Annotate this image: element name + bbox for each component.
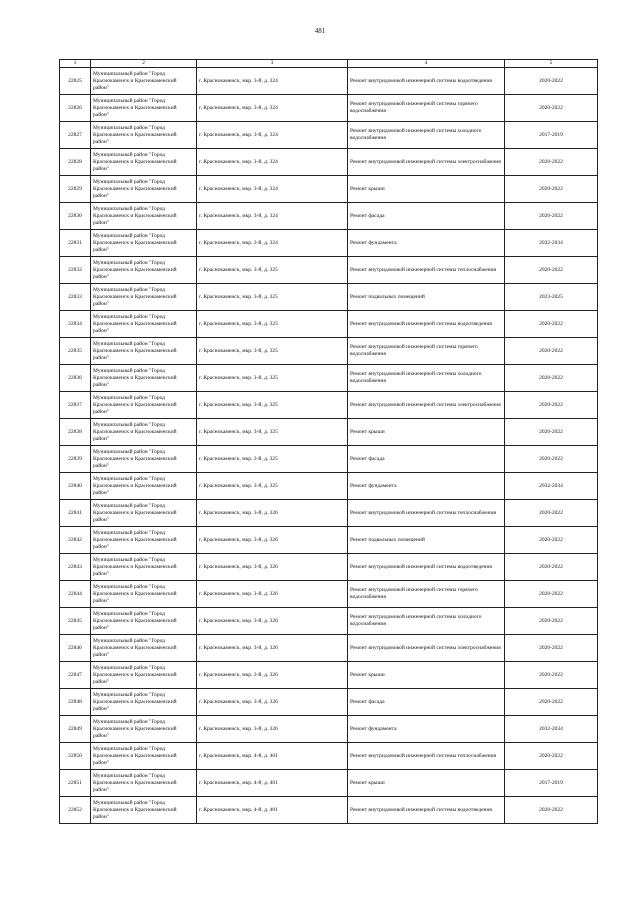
municipality-cell: Муниципальный район "Город Краснокаменск и Краснокаменский район" xyxy=(91,122,197,149)
row-number: 22845 xyxy=(60,608,91,635)
page-number: 481 xyxy=(314,27,326,35)
row-number: 22846 xyxy=(60,635,91,662)
registry-table xyxy=(59,59,598,824)
municipality-cell: Муниципальный район "Город Краснокаменск и Краснокаменский район" xyxy=(91,689,197,716)
period-cell: 2032-2034 xyxy=(505,716,598,743)
table-row xyxy=(60,338,598,365)
period-cell: 2020-2022 xyxy=(505,635,598,662)
address-cell: г. Краснокаменск, мкр. 4-й, д. 401 xyxy=(197,743,348,770)
table-row xyxy=(60,662,598,689)
municipality-cell: Муниципальный район "Город Краснокаменск и Краснокаменский район" xyxy=(91,95,197,122)
period-cell: 2020-2022 xyxy=(505,365,598,392)
municipality-cell: Муниципальный район "Город Краснокаменск и Краснокаменский район" xyxy=(91,473,197,500)
column-header-4: 4 xyxy=(348,60,505,68)
address-cell: г. Краснокаменск, мкр. 3-й, д. 325 xyxy=(197,311,348,338)
address-cell: г. Краснокаменск, мкр. 3-й, д. 325 xyxy=(197,473,348,500)
work-type-cell: Ремонт фасада xyxy=(348,203,505,230)
work-type-cell: Ремонт крыши xyxy=(348,176,505,203)
period-cell: 2032-2034 xyxy=(505,473,598,500)
table-row xyxy=(60,365,598,392)
column-header-2: 2 xyxy=(91,60,197,68)
work-type-cell: Ремонт внутридомовой инженерной системы электроснабжения xyxy=(348,635,505,662)
row-number: 22831 xyxy=(60,230,91,257)
municipality-cell: Муниципальный район "Город Краснокаменск и Краснокаменский район" xyxy=(91,419,197,446)
table-row xyxy=(60,581,598,608)
work-type-cell: Ремонт внутридомовой инженерной системы водоотведения xyxy=(348,311,505,338)
period-cell: 2017-2019 xyxy=(505,122,598,149)
period-cell: 2020-2022 xyxy=(505,662,598,689)
municipality-cell: Муниципальный район "Город Краснокаменск и Краснокаменский район" xyxy=(91,743,197,770)
table-row xyxy=(60,311,598,338)
address-cell: г. Краснокаменск, мкр. 3-й, д. 326 xyxy=(197,608,348,635)
row-number: 22848 xyxy=(60,689,91,716)
municipality-cell: Муниципальный район "Город Краснокаменск и Краснокаменский район" xyxy=(91,338,197,365)
table-row xyxy=(60,608,598,635)
period-cell: 2020-2022 xyxy=(505,581,598,608)
row-number: 22825 xyxy=(60,68,91,95)
work-type-cell: Ремонт фундамента xyxy=(348,716,505,743)
period-cell: 2020-2022 xyxy=(505,608,598,635)
municipality-cell: Муниципальный район "Город Краснокаменск и Краснокаменский район" xyxy=(91,770,197,797)
table-row xyxy=(60,392,598,419)
address-cell: г. Краснокаменск, мкр. 3-й, д. 325 xyxy=(197,284,348,311)
work-type-cell: Ремонт подвальных помещений xyxy=(348,527,505,554)
period-cell: 2020-2022 xyxy=(505,176,598,203)
row-number: 22841 xyxy=(60,500,91,527)
address-cell: г. Краснокаменск, мкр. 4-й, д. 401 xyxy=(197,770,348,797)
row-number: 22837 xyxy=(60,392,91,419)
municipality-cell: Муниципальный район "Город Краснокаменск и Краснокаменский район" xyxy=(91,68,197,95)
work-type-cell: Ремонт внутридомовой инженерной системы горячего водоснабжения xyxy=(348,95,505,122)
row-number: 22826 xyxy=(60,95,91,122)
row-number: 22838 xyxy=(60,419,91,446)
work-type-cell: Ремонт внутридомовой инженерной системы горячего водоснабжения xyxy=(348,338,505,365)
table-row xyxy=(60,203,598,230)
municipality-cell: Муниципальный район "Город Краснокаменск и Краснокаменский район" xyxy=(91,608,197,635)
municipality-cell: Муниципальный район "Город Краснокаменск и Краснокаменский район" xyxy=(91,635,197,662)
table-row xyxy=(60,122,598,149)
work-type-cell: Ремонт крыши xyxy=(348,419,505,446)
municipality-cell: Муниципальный район "Город Краснокаменск и Краснокаменский район" xyxy=(91,365,197,392)
column-header-3: 3 xyxy=(197,60,348,68)
row-number: 22842 xyxy=(60,527,91,554)
municipality-cell: Муниципальный район "Город Краснокаменск и Краснокаменский район" xyxy=(91,662,197,689)
table-row xyxy=(60,554,598,581)
row-number: 22852 xyxy=(60,797,91,824)
table-row xyxy=(60,149,598,176)
work-type-cell: Ремонт внутридомовой инженерной системы горячего водоснабжения xyxy=(348,581,505,608)
address-cell: г. Краснокаменск, мкр. 3-й, д. 324 xyxy=(197,95,348,122)
row-number: 22835 xyxy=(60,338,91,365)
row-number: 22830 xyxy=(60,203,91,230)
work-type-cell: Ремонт внутридомовой инженерной системы теплоснабжения xyxy=(348,257,505,284)
period-cell: 2020-2022 xyxy=(505,311,598,338)
work-type-cell: Ремонт внутридомовой инженерной системы теплоснабжения xyxy=(348,743,505,770)
row-number: 22840 xyxy=(60,473,91,500)
municipality-cell: Муниципальный район "Город Краснокаменск и Краснокаменский район" xyxy=(91,203,197,230)
address-cell: г. Краснокаменск, мкр. 3-й, д. 326 xyxy=(197,635,348,662)
period-cell: 2020-2022 xyxy=(505,338,598,365)
address-cell: г. Краснокаменск, мкр. 3-й, д. 324 xyxy=(197,149,348,176)
table-header xyxy=(60,60,598,68)
work-type-cell: Ремонт внутридомовой инженерной системы водоотведения xyxy=(348,797,505,824)
address-cell: г. Краснокаменск, мкр. 3-й, д. 326 xyxy=(197,662,348,689)
work-type-cell: Ремонт внутридомовой инженерной системы холодного водоснабжения xyxy=(348,122,505,149)
period-cell: 2020-2022 xyxy=(505,500,598,527)
table-row xyxy=(60,230,598,257)
municipality-cell: Муниципальный район "Город Краснокаменск и Краснокаменский район" xyxy=(91,446,197,473)
period-cell: 2020-2022 xyxy=(505,527,598,554)
row-number: 22834 xyxy=(60,311,91,338)
row-number: 22847 xyxy=(60,662,91,689)
municipality-cell: Муниципальный район "Город Краснокаменск и Краснокаменский район" xyxy=(91,581,197,608)
municipality-cell: Муниципальный район "Город Краснокаменск и Краснокаменский район" xyxy=(91,149,197,176)
table-row xyxy=(60,770,598,797)
row-number: 22844 xyxy=(60,581,91,608)
address-cell: г. Краснокаменск, мкр. 3-й, д. 326 xyxy=(197,716,348,743)
row-number: 22827 xyxy=(60,122,91,149)
address-cell: г. Краснокаменск, мкр. 3-й, д. 325 xyxy=(197,338,348,365)
municipality-cell: Муниципальный район "Город Краснокаменск и Краснокаменский район" xyxy=(91,716,197,743)
address-cell: г. Краснокаменск, мкр. 4-й, д. 401 xyxy=(197,797,348,824)
municipality-cell: Муниципальный район "Город Краснокаменск и Краснокаменский район" xyxy=(91,176,197,203)
work-type-cell: Ремонт фасада xyxy=(348,446,505,473)
municipality-cell: Муниципальный район "Город Краснокаменск и Краснокаменский район" xyxy=(91,257,197,284)
table-row xyxy=(60,95,598,122)
period-cell: 2020-2022 xyxy=(505,446,598,473)
address-cell: г. Краснокаменск, мкр. 3-й, д. 326 xyxy=(197,581,348,608)
address-cell: г. Краснокаменск, мкр. 3-й, д. 325 xyxy=(197,365,348,392)
row-number: 22851 xyxy=(60,770,91,797)
table-row xyxy=(60,500,598,527)
address-cell: г. Краснокаменск, мкр. 3-й, д. 324 xyxy=(197,176,348,203)
row-number: 22832 xyxy=(60,257,91,284)
address-cell: г. Краснокаменск, мкр. 3-й, д. 325 xyxy=(197,257,348,284)
period-cell: 2032-2034 xyxy=(505,230,598,257)
address-cell: г. Краснокаменск, мкр. 3-й, д. 325 xyxy=(197,446,348,473)
work-type-cell: Ремонт крыши xyxy=(348,662,505,689)
work-type-cell: Ремонт фундамента xyxy=(348,230,505,257)
row-number: 22829 xyxy=(60,176,91,203)
municipality-cell: Муниципальный район "Город Краснокаменск и Краснокаменский район" xyxy=(91,392,197,419)
work-type-cell: Ремонт внутридомовой инженерной системы водоотведения xyxy=(348,68,505,95)
period-cell: 2020-2022 xyxy=(505,68,598,95)
work-type-cell: Ремонт подвальных помещений xyxy=(348,284,505,311)
period-cell: 2020-2022 xyxy=(505,743,598,770)
period-cell: 2020-2022 xyxy=(505,149,598,176)
table-row xyxy=(60,716,598,743)
table-row xyxy=(60,446,598,473)
table-row xyxy=(60,743,598,770)
period-cell: 2020-2022 xyxy=(505,689,598,716)
row-number: 22836 xyxy=(60,365,91,392)
table-body xyxy=(60,68,598,824)
table-row xyxy=(60,68,598,95)
row-number: 22833 xyxy=(60,284,91,311)
table-row xyxy=(60,473,598,500)
period-cell: 2020-2022 xyxy=(505,257,598,284)
period-cell: 2020-2022 xyxy=(505,392,598,419)
period-cell: 2020-2022 xyxy=(505,419,598,446)
row-number: 22839 xyxy=(60,446,91,473)
row-number: 22828 xyxy=(60,149,91,176)
address-cell: г. Краснокаменск, мкр. 3-й, д. 324 xyxy=(197,230,348,257)
column-header-1: 1 xyxy=(60,60,91,68)
address-cell: г. Краснокаменск, мкр. 3-й, д. 324 xyxy=(197,203,348,230)
municipality-cell: Муниципальный район "Город Краснокаменск и Краснокаменский район" xyxy=(91,554,197,581)
work-type-cell: Ремонт внутридомовой инженерной системы электроснабжения xyxy=(348,149,505,176)
table-row xyxy=(60,419,598,446)
address-cell: г. Краснокаменск, мкр. 3-й, д. 325 xyxy=(197,392,348,419)
work-type-cell: Ремонт фасада xyxy=(348,689,505,716)
work-type-cell: Ремонт внутридомовой инженерной системы холодного водоснабжения xyxy=(348,365,505,392)
address-cell: г. Краснокаменск, мкр. 3-й, д. 326 xyxy=(197,689,348,716)
work-type-cell: Ремонт внутридомовой инженерной системы электроснабжения xyxy=(348,392,505,419)
period-cell: 2023-2025 xyxy=(505,284,598,311)
address-cell: г. Краснокаменск, мкр. 3-й, д. 326 xyxy=(197,554,348,581)
work-type-cell: Ремонт внутридомовой инженерной системы теплоснабжения xyxy=(348,500,505,527)
work-type-cell: Ремонт внутридомовой инженерной системы водоотведения xyxy=(348,554,505,581)
address-cell: г. Краснокаменск, мкр. 3-й, д. 324 xyxy=(197,122,348,149)
municipality-cell: Муниципальный район "Город Краснокаменск и Краснокаменский район" xyxy=(91,797,197,824)
table-row xyxy=(60,689,598,716)
period-cell: 2020-2022 xyxy=(505,797,598,824)
address-cell: г. Краснокаменск, мкр. 3-й, д. 326 xyxy=(197,500,348,527)
table-row xyxy=(60,176,598,203)
work-type-cell: Ремонт крыши xyxy=(348,770,505,797)
row-number: 22850 xyxy=(60,743,91,770)
address-cell: г. Краснокаменск, мкр. 3-й, д. 325 xyxy=(197,419,348,446)
row-number: 22843 xyxy=(60,554,91,581)
municipality-cell: Муниципальный район "Город Краснокаменск и Краснокаменский район" xyxy=(91,311,197,338)
period-cell: 2017-2019 xyxy=(505,770,598,797)
table-row xyxy=(60,527,598,554)
municipality-cell: Муниципальный район "Город Краснокаменск и Краснокаменский район" xyxy=(91,500,197,527)
table-row xyxy=(60,257,598,284)
period-cell: 2020-2022 xyxy=(505,95,598,122)
column-header-5: 5 xyxy=(505,60,598,68)
header-row xyxy=(60,60,598,68)
table-row xyxy=(60,635,598,662)
municipality-cell: Муниципальный район "Город Краснокаменск и Краснокаменский район" xyxy=(91,284,197,311)
municipality-cell: Муниципальный район "Город Краснокаменск и Краснокаменский район" xyxy=(91,527,197,554)
address-cell: г. Краснокаменск, мкр. 3-й, д. 324 xyxy=(197,68,348,95)
work-type-cell: Ремонт фундамента xyxy=(348,473,505,500)
table-row xyxy=(60,797,598,824)
row-number: 22849 xyxy=(60,716,91,743)
table-row xyxy=(60,284,598,311)
period-cell: 2020-2022 xyxy=(505,203,598,230)
address-cell: г. Краснокаменск, мкр. 3-й, д. 326 xyxy=(197,527,348,554)
municipality-cell: Муниципальный район "Город Краснокаменск и Краснокаменский район" xyxy=(91,230,197,257)
work-type-cell: Ремонт внутридомовой инженерной системы холодного водоснабжения xyxy=(348,608,505,635)
period-cell: 2020-2022 xyxy=(505,554,598,581)
